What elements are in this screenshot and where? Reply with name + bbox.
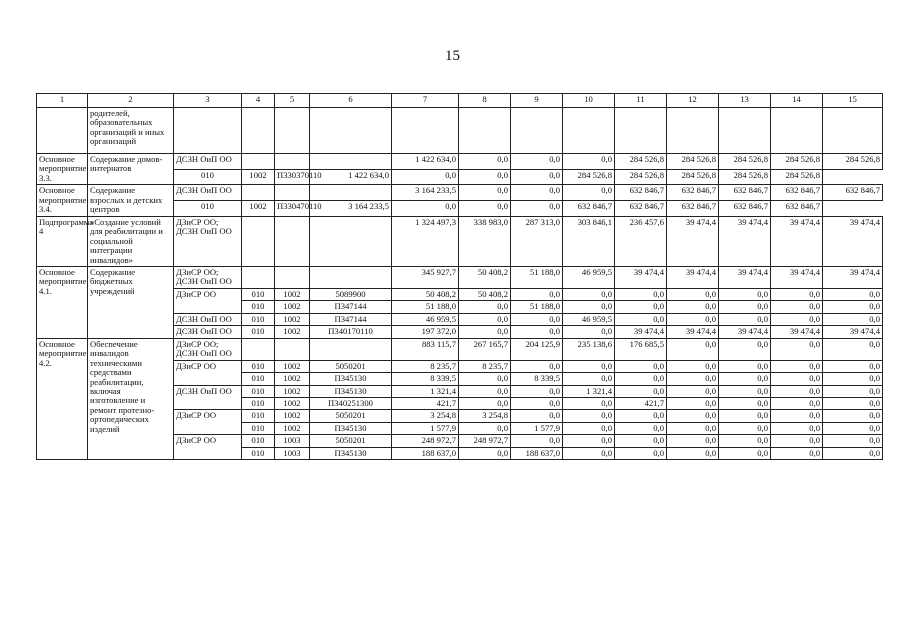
executor-cell: ДЗиСР ОО; ДСЗН ОиП ОО	[174, 216, 242, 266]
value-cell: 39 474,4	[667, 216, 719, 266]
value-cell: 0,0	[563, 435, 615, 447]
value-cell: 51 188,0	[511, 301, 563, 313]
value-cell: 0,0	[511, 397, 563, 409]
code-cell: П345130	[310, 373, 392, 385]
column-header: 6	[310, 94, 392, 108]
value-cell: 0,0	[615, 385, 667, 397]
value-cell: 176 685,5	[615, 338, 667, 360]
value-cell: 8 235,7	[392, 360, 459, 372]
code-cell	[275, 338, 310, 360]
value-cell: 0,0	[511, 360, 563, 372]
empty-cell	[242, 108, 275, 154]
code-cell: П345130	[310, 447, 392, 459]
value-cell: 0,0	[719, 313, 771, 325]
value-cell: 39 474,4	[719, 266, 771, 288]
value-cell: 0,0	[511, 185, 563, 201]
code-cell: 010	[174, 169, 242, 185]
empty-cell	[771, 108, 823, 154]
code-cell: 010	[242, 360, 275, 372]
description-cell: Обеспечение инвалидов техническими средствами реабилитации, включая изготовление и ремонт протезно-ортопедических изделий	[88, 338, 174, 460]
value-cell: 51 188,0	[392, 301, 459, 313]
column-header: 2	[88, 94, 174, 108]
value-cell: 0,0	[719, 435, 771, 447]
table-row	[37, 266, 883, 288]
description-cell: Содержание взрослых и детских центров	[88, 185, 174, 216]
executor-cell: ДЗиСР ОО	[174, 360, 242, 385]
value-cell: 0,0	[667, 385, 719, 397]
value-cell: 267 165,7	[459, 338, 511, 360]
code-cell: 1002	[275, 301, 310, 313]
code-cell: 1002	[275, 385, 310, 397]
table-row	[37, 154, 883, 170]
value-cell: 0,0	[823, 447, 883, 459]
value-cell: 39 474,4	[823, 326, 883, 338]
value-cell: 632 846,7	[823, 185, 883, 201]
value-cell: 50 408,2	[459, 266, 511, 288]
value-cell: 1 321,4	[392, 385, 459, 397]
code-cell: П340170110	[310, 326, 392, 338]
value-cell: 421,7	[392, 397, 459, 409]
value-cell: 287 313,0	[511, 216, 563, 266]
value-cell: 0,0	[771, 288, 823, 300]
value-cell: 0,0	[823, 422, 883, 434]
value-cell: 0,0	[459, 301, 511, 313]
value-cell: 39 474,4	[771, 326, 823, 338]
description-cell: «Создание условий для реабилитации и социальной интеграции инвалидов»	[88, 216, 174, 266]
code-cell	[275, 185, 310, 201]
value-cell: 632 846,7	[563, 201, 615, 217]
value-cell: 0,0	[667, 338, 719, 360]
value-cell: 883 115,7	[392, 338, 459, 360]
value-cell: 0,0	[459, 326, 511, 338]
code-cell: 010	[242, 435, 275, 447]
value-cell: 0,0	[667, 288, 719, 300]
column-header: 15	[823, 94, 883, 108]
column-header: 5	[275, 94, 310, 108]
page-number: 15	[445, 48, 460, 64]
value-cell: 0,0	[719, 447, 771, 459]
value-cell: 0,0	[719, 422, 771, 434]
empty-cell	[459, 108, 511, 154]
executor-cell: ДСЗН ОиП ОО	[174, 313, 242, 325]
column-header: 9	[511, 94, 563, 108]
value-cell: 0,0	[823, 385, 883, 397]
value-cell: 0,0	[771, 397, 823, 409]
value-cell: 338 983,0	[459, 216, 511, 266]
value-cell: 0,0	[459, 201, 511, 217]
value-cell: 0,0	[563, 288, 615, 300]
value-cell: 0,0	[667, 447, 719, 459]
value-cell: 0,0	[511, 313, 563, 325]
value-cell: 0,0	[667, 313, 719, 325]
value-cell: 0,0	[719, 360, 771, 372]
executor-cell: ДСЗН ОиП ОО	[174, 326, 242, 338]
value-cell: 0,0	[511, 154, 563, 170]
code-cell: 1002	[275, 313, 310, 325]
code-cell: 1002	[242, 169, 275, 185]
code-cell	[275, 266, 310, 288]
code-cell: 5050201	[310, 360, 392, 372]
value-cell: 0,0	[459, 447, 511, 459]
value-cell: 0,0	[823, 373, 883, 385]
empty-cell	[823, 108, 883, 154]
value-cell: 284 526,8	[667, 169, 719, 185]
value-cell: 0,0	[771, 410, 823, 422]
empty-cell	[667, 108, 719, 154]
value-cell: 1 324 497,3	[392, 216, 459, 266]
value-cell: 0,0	[511, 435, 563, 447]
executor-cell: ДЗиСР ОО; ДСЗН ОиП ОО	[174, 266, 242, 288]
value-cell: 0,0	[511, 201, 563, 217]
code-cell: 1002	[275, 410, 310, 422]
value-cell: 39 474,4	[667, 266, 719, 288]
value-cell: 0,0	[667, 422, 719, 434]
value-cell: 632 846,7	[667, 185, 719, 201]
value-cell: 235 138,6	[563, 338, 615, 360]
code-cell	[242, 185, 275, 201]
value-cell: 0,0	[563, 373, 615, 385]
value-cell: 188 637,0	[392, 447, 459, 459]
name-cell	[37, 108, 88, 154]
name-cell: Основное мероприятие 3.4.	[37, 185, 88, 216]
value-cell: 0,0	[511, 326, 563, 338]
value-cell: 0,0	[771, 385, 823, 397]
value-cell: 0,0	[823, 288, 883, 300]
code-cell: 010	[242, 326, 275, 338]
value-cell: 0,0	[563, 397, 615, 409]
table-body	[37, 94, 883, 460]
value-cell: 39 474,4	[771, 266, 823, 288]
value-cell: 0,0	[511, 410, 563, 422]
empty-cell	[563, 108, 615, 154]
code-cell: 010	[242, 410, 275, 422]
code-cell: 010	[242, 301, 275, 313]
value-cell: 39 474,4	[719, 326, 771, 338]
value-cell: 632 846,7	[771, 201, 823, 217]
value-cell: 0,0	[563, 447, 615, 459]
value-cell: 0,0	[771, 373, 823, 385]
value-cell: 50 408,2	[392, 288, 459, 300]
value-cell: 0,0	[667, 410, 719, 422]
value-cell: 39 474,4	[615, 326, 667, 338]
budget-table	[36, 93, 883, 460]
value-cell: 0,0	[511, 169, 563, 185]
executor-cell: ДЗиСР ОО	[174, 288, 242, 313]
code-cell	[242, 154, 275, 170]
value-cell: 8 339,5	[511, 373, 563, 385]
value-cell: 0,0	[823, 435, 883, 447]
code-cell: 010	[242, 373, 275, 385]
value-cell: 632 846,7	[719, 185, 771, 201]
code-cell: 1002	[275, 397, 310, 409]
empty-cell	[392, 108, 459, 154]
value-cell: 0,0	[719, 338, 771, 360]
value-cell: 284 526,8	[771, 154, 823, 170]
value-cell: 1 577,9	[392, 422, 459, 434]
value-cell: 0,0	[823, 313, 883, 325]
column-header: 1	[37, 94, 88, 108]
value-cell: 0,0	[459, 313, 511, 325]
value-cell: 0,0	[771, 313, 823, 325]
table-row	[37, 216, 883, 266]
executor-cell: ДСЗН ОиП ОО	[174, 154, 242, 170]
column-header: 12	[667, 94, 719, 108]
value-cell: 0,0	[823, 410, 883, 422]
value-cell: 0,0	[615, 360, 667, 372]
value-cell: 0,0	[615, 313, 667, 325]
value-cell: 8 339,5	[392, 373, 459, 385]
value-cell: 248 972,7	[459, 435, 511, 447]
value-cell: 632 846,7	[667, 201, 719, 217]
code-cell: П330470110	[275, 201, 310, 217]
value-cell: 204 125,9	[511, 338, 563, 360]
value-cell: 0,0	[459, 385, 511, 397]
code-cell: 1003	[275, 447, 310, 459]
code-cell: П330370110	[275, 169, 310, 185]
code-cell	[310, 338, 392, 360]
value-cell: 0,0	[459, 169, 511, 185]
value-cell: 0,0	[771, 338, 823, 360]
value-cell: 3 254,8	[392, 410, 459, 422]
value-cell: 0,0	[615, 301, 667, 313]
description-cell: Содержание домов-интернатов	[88, 154, 174, 185]
value-cell: 0,0	[392, 201, 459, 217]
value-cell: 188 637,0	[511, 447, 563, 459]
code-cell: П345130	[310, 422, 392, 434]
code-cell	[310, 185, 392, 201]
value-cell: 0,0	[823, 338, 883, 360]
value-cell: 236 457,6	[615, 216, 667, 266]
column-header: 7	[392, 94, 459, 108]
value-cell: 0,0	[563, 326, 615, 338]
value-cell: 1 422 634,0	[310, 169, 392, 185]
value-cell: 0,0	[771, 422, 823, 434]
value-cell: 0,0	[719, 385, 771, 397]
value-cell: 0,0	[563, 360, 615, 372]
header-row	[37, 94, 883, 108]
value-cell: 632 846,7	[771, 185, 823, 201]
value-cell: 39 474,4	[615, 266, 667, 288]
value-cell: 39 474,4	[771, 216, 823, 266]
name-cell: Основное мероприятие 3.3.	[37, 154, 88, 185]
value-cell: 0,0	[771, 435, 823, 447]
code-cell: 5050201	[310, 435, 392, 447]
empty-cell	[275, 108, 310, 154]
value-cell: 0,0	[771, 447, 823, 459]
value-cell: 0,0	[563, 185, 615, 201]
code-cell	[310, 266, 392, 288]
value-cell: 0,0	[459, 397, 511, 409]
code-cell: 010	[242, 447, 275, 459]
value-cell: 0,0	[719, 301, 771, 313]
value-cell: 632 846,7	[719, 201, 771, 217]
value-cell: 0,0	[392, 169, 459, 185]
value-cell: 0,0	[667, 301, 719, 313]
value-cell: 284 526,8	[615, 169, 667, 185]
code-cell	[310, 154, 392, 170]
value-cell: 0,0	[615, 373, 667, 385]
value-cell: 0,0	[615, 288, 667, 300]
value-cell: 0,0	[771, 301, 823, 313]
code-cell	[242, 338, 275, 360]
table-row	[37, 108, 883, 154]
code-cell: 1002	[275, 360, 310, 372]
executor-cell: ДЗиСР ОО	[174, 410, 242, 435]
code-cell: 1002	[275, 326, 310, 338]
value-cell: 1 577,9	[511, 422, 563, 434]
value-cell: 284 526,8	[719, 154, 771, 170]
value-cell: 0,0	[667, 360, 719, 372]
value-cell: 0,0	[719, 410, 771, 422]
value-cell: 0,0	[459, 154, 511, 170]
value-cell: 421,7	[615, 397, 667, 409]
column-header: 4	[242, 94, 275, 108]
description-cell: родителей, образовательных организаций и иных организаций	[88, 108, 174, 154]
value-cell: 39 474,4	[823, 266, 883, 288]
value-cell: 50 408,2	[459, 288, 511, 300]
description-cell: Содержание бюджетных учреждений	[88, 266, 174, 338]
value-cell: 632 846,7	[615, 185, 667, 201]
value-cell: 0,0	[511, 385, 563, 397]
value-cell: 632 846,7	[615, 201, 667, 217]
value-cell: 46 959,5	[392, 313, 459, 325]
value-cell: 3 254,8	[459, 410, 511, 422]
executor-cell: ДСЗН ОиП ОО	[174, 185, 242, 201]
name-cell: Основное мероприятие 4.2.	[37, 338, 88, 460]
value-cell: 0,0	[563, 154, 615, 170]
value-cell: 0,0	[771, 360, 823, 372]
value-cell: 39 474,4	[823, 216, 883, 266]
executor-cell: ДЗиСР ОО; ДСЗН ОиП ОО	[174, 338, 242, 360]
value-cell: 0,0	[823, 360, 883, 372]
value-cell: 0,0	[511, 288, 563, 300]
value-cell: 0,0	[823, 301, 883, 313]
code-cell: 010	[242, 313, 275, 325]
code-cell	[242, 216, 275, 266]
value-cell: 1 422 634,0	[392, 154, 459, 170]
code-cell: П347144	[310, 301, 392, 313]
column-header: 14	[771, 94, 823, 108]
value-cell: 0,0	[615, 435, 667, 447]
empty-cell	[719, 108, 771, 154]
code-cell: 010	[242, 422, 275, 434]
value-cell: 51 188,0	[511, 266, 563, 288]
value-cell: 284 526,8	[615, 154, 667, 170]
value-cell: 0,0	[823, 397, 883, 409]
value-cell: 0,0	[719, 288, 771, 300]
value-cell: 0,0	[459, 185, 511, 201]
code-cell: 5089900	[310, 288, 392, 300]
value-cell: 0,0	[615, 422, 667, 434]
table-row	[37, 338, 883, 360]
value-cell: 0,0	[563, 301, 615, 313]
value-cell: 0,0	[719, 373, 771, 385]
code-cell: 1002	[275, 288, 310, 300]
code-cell	[275, 216, 310, 266]
value-cell: 39 474,4	[667, 326, 719, 338]
column-header: 8	[459, 94, 511, 108]
value-cell: 0,0	[667, 397, 719, 409]
column-header: 3	[174, 94, 242, 108]
value-cell: 284 526,8	[667, 154, 719, 170]
value-cell: 0,0	[667, 435, 719, 447]
value-cell: 39 474,4	[719, 216, 771, 266]
value-cell: 284 526,8	[771, 169, 823, 185]
code-cell: 010	[242, 288, 275, 300]
code-cell: 1003	[275, 435, 310, 447]
code-cell: 1002	[275, 422, 310, 434]
code-cell: 1002	[242, 201, 275, 217]
value-cell: 197 372,0	[392, 326, 459, 338]
empty-cell	[615, 108, 667, 154]
value-cell: 284 526,8	[563, 169, 615, 185]
value-cell: 284 526,8	[719, 169, 771, 185]
code-cell: П340251300	[310, 397, 392, 409]
code-cell: П345130	[310, 385, 392, 397]
executor-cell: ДСЗН ОиП ОО	[174, 385, 242, 410]
empty-cell	[511, 108, 563, 154]
executor-cell: ДЗиСР ОО	[174, 435, 242, 460]
empty-cell	[174, 108, 242, 154]
value-cell: 248 972,7	[392, 435, 459, 447]
value-cell: 0,0	[563, 422, 615, 434]
code-cell: П347144	[310, 313, 392, 325]
table-row	[37, 185, 883, 201]
value-cell: 8 235,7	[459, 360, 511, 372]
name-cell: Основное мероприятие 4.1.	[37, 266, 88, 338]
code-cell: 010	[174, 201, 242, 217]
code-cell: 1002	[275, 373, 310, 385]
value-cell: 303 846,1	[563, 216, 615, 266]
value-cell: 0,0	[459, 422, 511, 434]
value-cell: 345 927,7	[392, 266, 459, 288]
code-cell	[242, 266, 275, 288]
column-header: 13	[719, 94, 771, 108]
value-cell: 46 959,5	[563, 313, 615, 325]
value-cell: 0,0	[563, 410, 615, 422]
value-cell: 0,0	[615, 447, 667, 459]
value-cell: 0,0	[615, 410, 667, 422]
value-cell: 3 164 233,5	[392, 185, 459, 201]
value-cell: 3 164 233,5	[310, 201, 392, 217]
code-cell: 010	[242, 397, 275, 409]
name-cell: Подпрограмма 4	[37, 216, 88, 266]
value-cell: 46 959,5	[563, 266, 615, 288]
code-cell	[275, 154, 310, 170]
code-cell: 5050201	[310, 410, 392, 422]
column-header: 10	[563, 94, 615, 108]
code-cell	[310, 216, 392, 266]
value-cell: 0,0	[719, 397, 771, 409]
code-cell: 010	[242, 385, 275, 397]
value-cell: 0,0	[459, 373, 511, 385]
value-cell: 0,0	[667, 373, 719, 385]
column-header: 11	[615, 94, 667, 108]
empty-cell	[310, 108, 392, 154]
value-cell: 284 526,8	[823, 154, 883, 170]
value-cell: 1 321,4	[563, 385, 615, 397]
